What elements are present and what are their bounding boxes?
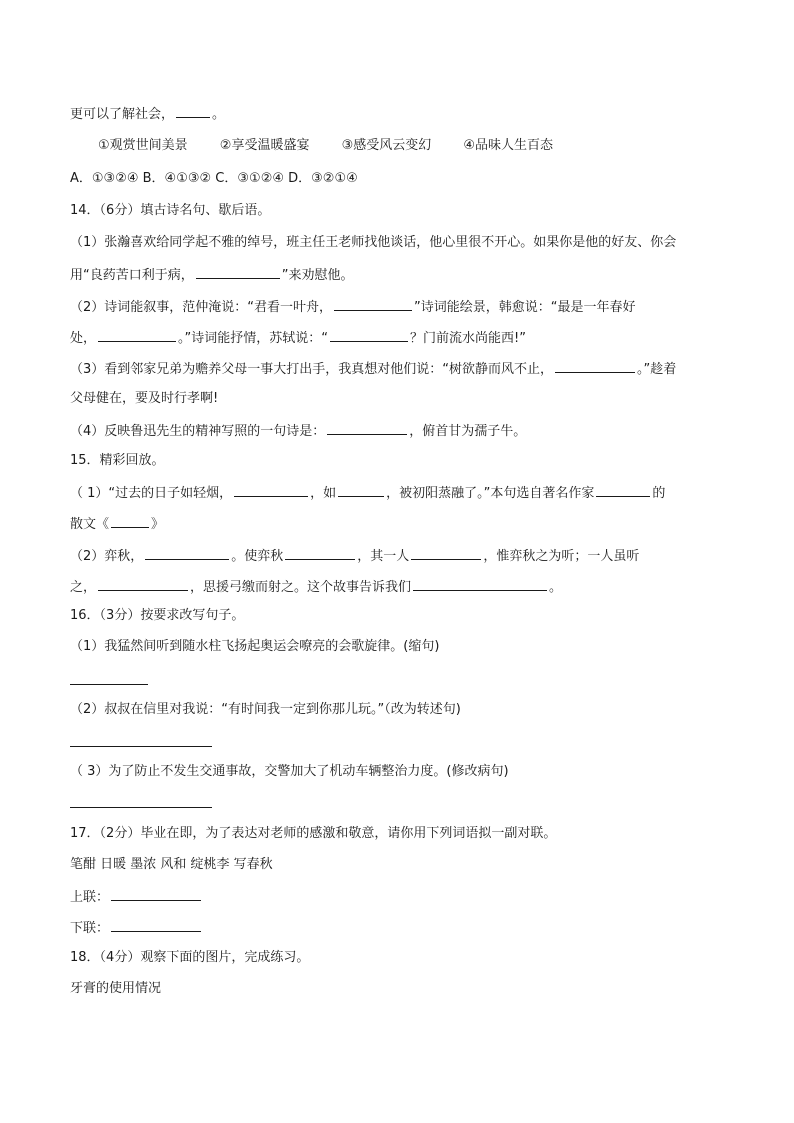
answer-blank[interactable] bbox=[111, 886, 201, 901]
answer-blank[interactable] bbox=[555, 358, 635, 373]
q14-part3-line1: （3）看到邻家兄弟为赡养父母一事大打出手，我真想对他们说：“树欲静而风不止， 。”趁着 bbox=[70, 358, 734, 380]
answer-blank[interactable] bbox=[334, 296, 412, 311]
q13-choices: A．①③②④ B．④①③② C．③①②④ D．③②①④ bbox=[70, 171, 358, 186]
answer-blank[interactable] bbox=[338, 482, 384, 497]
q14-heading: 14．（6分）填古诗名句、歇后语。 bbox=[70, 203, 271, 218]
option-2: ②享受温暖盛宴 bbox=[219, 138, 310, 153]
answer-blank[interactable] bbox=[176, 103, 210, 118]
q17-upper-couplet: 上联： bbox=[70, 886, 734, 908]
q14-part3-line2: 父母健在，要及时行孝啊! bbox=[70, 391, 219, 406]
answer-blank[interactable] bbox=[111, 917, 201, 932]
q14-part2-line2: 处， 。”诗词能抒情，苏轼说：“ ？门前流水尚能西!” bbox=[70, 327, 734, 349]
q16-sentence-3: （ 3）为了防止不发生交通事故，交警加大了机动车辆整治力度。(修改病句) bbox=[70, 764, 509, 779]
q16-sentence-1: （1）我猛然间听到随水柱飞扬起奥运会嘹亮的会歌旋律。(缩句) bbox=[70, 639, 440, 654]
q18-chart-title: 牙膏的使用情况 bbox=[70, 981, 162, 996]
q16-heading: 16．（3分）按要求改写句子。 bbox=[70, 608, 245, 623]
answer-blank[interactable] bbox=[285, 545, 355, 560]
q14-part4: （4）反映鲁迅先生的精神写照的一句诗是： ，俯首甘为孺子牛。 bbox=[70, 420, 734, 442]
q17-heading: 17．（2分）毕业在即，为了表达对老师的感激和敬意，请你用下列词语拟一副对联。 bbox=[70, 826, 557, 841]
q14-part1-line1: （1）张瀚喜欢给同学起不雅的绰号，班主任王老师找他谈话，他心里很不开心。如果你是他的好友、你会 bbox=[70, 235, 677, 250]
answer-blank[interactable] bbox=[327, 420, 407, 435]
q15-part2-line1: （2）弈秋， 。使弈秋 ，其一人 ，惟弈秋之为听；一人虽听 bbox=[70, 545, 734, 567]
q15-heading: 15．精彩回放。 bbox=[70, 453, 165, 468]
q14-part2-line1: （2）诗词能叙事，范仲淹说：“君看一叶舟， ”诗词能绘景，韩愈说：“最是一年春好 bbox=[70, 296, 734, 318]
answer-blank[interactable] bbox=[196, 264, 280, 279]
q16-sentence-2: （2）叔叔在信里对我说：“有时间我一定到你那儿玩。”（改为转述句) bbox=[70, 702, 461, 717]
answer-blank[interactable] bbox=[111, 513, 149, 528]
option-1: ①观赏世间美景 bbox=[98, 138, 188, 153]
q13-stem: 更可以了解社会， 。 bbox=[70, 103, 734, 125]
q18-heading: 18．（4分）观察下面的图片，完成练习。 bbox=[70, 950, 310, 965]
answer-blank[interactable] bbox=[98, 576, 188, 591]
answer-blank[interactable] bbox=[234, 482, 308, 497]
answer-blank[interactable] bbox=[330, 327, 408, 342]
answer-blank[interactable] bbox=[596, 482, 650, 497]
answer-blank[interactable] bbox=[98, 327, 176, 342]
q15-part1-line1: （ 1）“过去的日子如轻烟， ，如 ，被初阳蒸融了。”本句选自著名作家 的 bbox=[70, 482, 734, 504]
answer-blank[interactable] bbox=[145, 545, 229, 560]
q13-options bbox=[98, 136, 734, 156]
q15-part1-line2: 散文《 》 bbox=[70, 513, 734, 535]
answer-line[interactable] bbox=[70, 807, 212, 808]
option-3: ③感受风云变幻 bbox=[341, 138, 432, 153]
option-4: ④品味人生百态 bbox=[463, 138, 554, 153]
answer-line[interactable] bbox=[70, 746, 212, 747]
answer-line[interactable] bbox=[70, 684, 148, 685]
q17-words: 笔酣 日暖 墨浓 风和 绽桃李 写春秋 bbox=[70, 857, 273, 872]
q15-part2-line2: 之， ，思援弓缴而射之。这个故事告诉我们 。 bbox=[70, 576, 734, 598]
q14-part1-line2: 用“良药苦口利于病， ”来劝慰他。 bbox=[70, 264, 734, 286]
q17-lower-couplet: 下联： bbox=[70, 917, 734, 939]
answer-blank[interactable] bbox=[413, 576, 547, 591]
answer-blank[interactable] bbox=[411, 545, 481, 560]
